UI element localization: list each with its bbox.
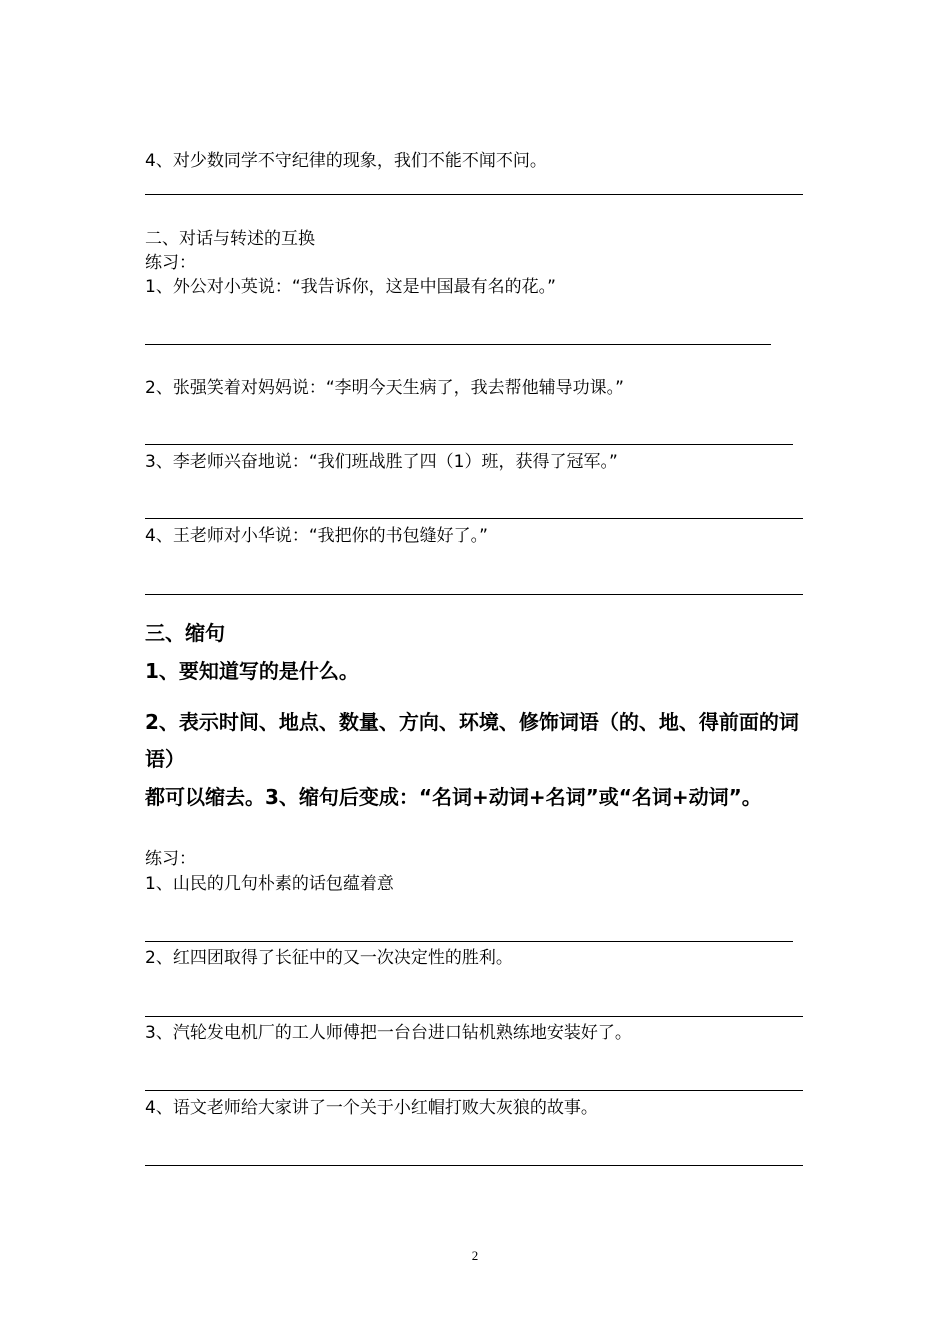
exercise-item: 2、张强笑着对妈妈说：“李明今天生病了，我去帮他辅导功课。”	[145, 378, 624, 398]
rule-text: 都可以缩去。3、缩句后变成：“名词+动词+名词”或“名词+动词”。	[145, 785, 762, 809]
answer-line[interactable]	[145, 194, 803, 195]
rule-text: 1、要知道写的是什么。	[145, 659, 359, 683]
section-heading: 三、缩句	[145, 621, 225, 645]
exercise-item: 1、外公对小英说：“我告诉你，这是中国最有名的花。”	[145, 277, 556, 297]
page-number: 2	[471, 1248, 479, 1263]
exercise-item: 4、王老师对小华说：“我把你的书包缝好了。”	[145, 526, 488, 546]
rule-text: 2、表示时间、地点、数量、方向、环境、修饰词语（的、地、得前面的词	[145, 710, 799, 734]
answer-line[interactable]	[145, 518, 803, 519]
answer-line[interactable]	[145, 344, 771, 345]
answer-line[interactable]	[145, 1090, 803, 1091]
answer-line[interactable]	[145, 594, 803, 595]
answer-line[interactable]	[145, 1165, 803, 1166]
exercise-item: 4、对少数同学不守纪律的现象，我们不能不闻不问。	[145, 151, 547, 171]
answer-line[interactable]	[145, 941, 793, 942]
exercise-item: 3、李老师兴奋地说：“我们班战胜了四（1）班，获得了冠军。”	[145, 452, 618, 472]
answer-line[interactable]	[145, 444, 793, 445]
rule-text: 语）	[145, 747, 185, 771]
section-heading: 二、对话与转述的互换	[145, 229, 315, 249]
practice-label: 练习：	[145, 849, 196, 869]
exercise-item: 1、山民的几句朴素的话包蕴着意	[145, 874, 394, 894]
exercise-item: 3、汽轮发电机厂的工人师傅把一台台进口钻机熟练地安装好了。	[145, 1023, 632, 1043]
answer-line[interactable]	[145, 1016, 803, 1017]
practice-label: 练习：	[145, 253, 196, 273]
exercise-item: 2、红四团取得了长征中的又一次决定性的胜利。	[145, 948, 513, 968]
exercise-item: 4、语文老师给大家讲了一个关于小红帽打败大灰狼的故事。	[145, 1098, 598, 1118]
